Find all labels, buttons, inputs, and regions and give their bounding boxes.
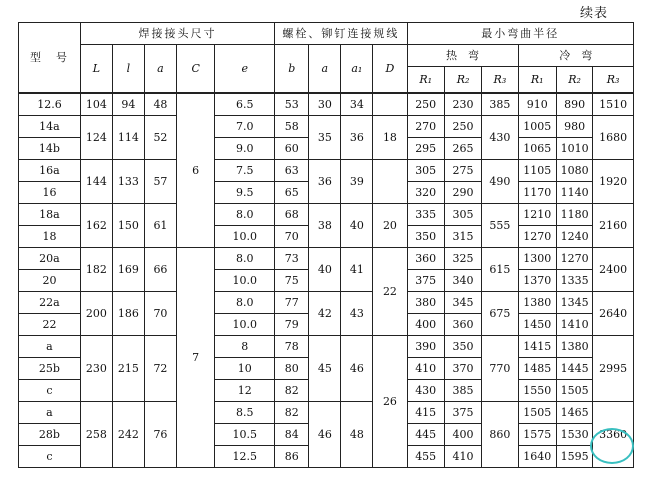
cell-cold-r1: 1575 xyxy=(518,423,556,445)
cell-cold-r2: 1595 xyxy=(556,445,592,467)
cell-hot-r2: 315 xyxy=(444,225,481,247)
cell-a: 40 xyxy=(309,247,341,291)
channel-steel-table xyxy=(18,22,634,468)
cell-a: 46 xyxy=(309,401,341,467)
cell-model: 16 xyxy=(19,181,81,203)
col-cold-r1: R₁ xyxy=(518,67,556,93)
cell-cold-r2: 1505 xyxy=(556,379,592,401)
cell-cold-r1: 1270 xyxy=(518,225,556,247)
cell-L: 144 xyxy=(80,159,112,203)
cell-cold-r1: 1210 xyxy=(518,203,556,225)
cell-l: 150 xyxy=(112,203,144,247)
cell-e: 8.0 xyxy=(215,291,275,313)
cell-a: 61 xyxy=(144,203,176,247)
cell-b: 73 xyxy=(275,247,309,269)
header-cold: 冷 弯 xyxy=(518,45,633,67)
cell-hot-r1: 390 xyxy=(407,335,444,357)
cell-b: 82 xyxy=(275,379,309,401)
cell-C: 7 xyxy=(176,247,214,467)
cell-e: 9.0 xyxy=(215,137,275,159)
cell-a1: 41 xyxy=(341,247,373,291)
cell-cold-r1: 1640 xyxy=(518,445,556,467)
cell-hot-r3: 770 xyxy=(482,335,518,401)
cell-hot-r1: 350 xyxy=(407,225,444,247)
cell-e: 8.0 xyxy=(215,203,275,225)
cell-cold-r2: 1345 xyxy=(556,291,592,313)
col-hot-r1: R₁ xyxy=(407,67,444,93)
header-hot: 热 弯 xyxy=(407,45,518,67)
cell-e: 10 xyxy=(215,357,275,379)
cell-a1: 40 xyxy=(341,203,373,247)
cell-hot-r1: 415 xyxy=(407,401,444,423)
cell-e: 8.0 xyxy=(215,247,275,269)
cell-hot-r3: 860 xyxy=(482,401,518,467)
cell-cold-r1: 1415 xyxy=(518,335,556,357)
cell-hot-r1: 430 xyxy=(407,379,444,401)
cell-a1: 34 xyxy=(341,93,373,116)
cell-cold-r2: 1530 xyxy=(556,423,592,445)
cell-D: 22 xyxy=(373,247,407,335)
cell-D: 26 xyxy=(373,335,407,467)
cell-e: 10.0 xyxy=(215,225,275,247)
col-D: D xyxy=(373,45,407,93)
cell-cold-r1: 1065 xyxy=(518,137,556,159)
cell-hot-r1: 320 xyxy=(407,181,444,203)
col-C: C xyxy=(176,45,214,93)
highlight-circle xyxy=(590,428,634,464)
cell-hot-r2: 250 xyxy=(444,115,481,137)
cell-hot-r2: 275 xyxy=(444,159,481,181)
col-e: e xyxy=(215,45,275,93)
cell-cold-r2: 1010 xyxy=(556,137,592,159)
table-row xyxy=(19,291,634,313)
cell-cold-r3: 2400 xyxy=(593,247,634,291)
cell-b: 75 xyxy=(275,269,309,291)
col-a: a xyxy=(144,45,176,93)
col-b: b xyxy=(275,45,309,93)
cell-hot-r1: 410 xyxy=(407,357,444,379)
cell-hot-r3: 490 xyxy=(482,159,518,203)
cell-model: a xyxy=(19,401,81,423)
cell-L: 258 xyxy=(80,401,112,467)
cell-hot-r3: 385 xyxy=(482,93,518,116)
cell-hot-r1: 270 xyxy=(407,115,444,137)
cell-e: 12.5 xyxy=(215,445,275,467)
cell-l: 94 xyxy=(112,93,144,116)
cell-model: 18 xyxy=(19,225,81,247)
cell-b: 70 xyxy=(275,225,309,247)
cell-a: 57 xyxy=(144,159,176,203)
col-cold-r3: R₃ xyxy=(593,67,634,93)
table-row xyxy=(19,203,634,225)
cell-cold-r3: 2160 xyxy=(593,203,634,247)
header-weld: 焊接接头尺寸 xyxy=(80,23,274,45)
cell-hot-r1: 305 xyxy=(407,159,444,181)
cell-hot-r2: 345 xyxy=(444,291,481,313)
cell-a1: 36 xyxy=(341,115,373,159)
cell-L: 104 xyxy=(80,93,112,116)
cell-a1: 46 xyxy=(341,335,373,401)
cell-cold-r2: 1240 xyxy=(556,225,592,247)
cell-b: 60 xyxy=(275,137,309,159)
cell-cold-r2: 1180 xyxy=(556,203,592,225)
cell-e: 8.5 xyxy=(215,401,275,423)
table-row xyxy=(19,159,634,181)
cell-a1: 43 xyxy=(341,291,373,335)
cell-a: 66 xyxy=(144,247,176,291)
cell-b: 84 xyxy=(275,423,309,445)
cell-D xyxy=(373,93,407,116)
cell-cold-r1: 1485 xyxy=(518,357,556,379)
cell-cold-r2: 1080 xyxy=(556,159,592,181)
cell-b: 80 xyxy=(275,357,309,379)
cell-a1: 48 xyxy=(341,401,373,467)
cell-hot-r2: 375 xyxy=(444,401,481,423)
cell-cold-r1: 1300 xyxy=(518,247,556,269)
cell-e: 7.0 xyxy=(215,115,275,137)
cell-hot-r2: 400 xyxy=(444,423,481,445)
cell-cold-r1: 910 xyxy=(518,93,556,116)
col-a1: a₁ xyxy=(341,45,373,93)
cell-hot-r1: 360 xyxy=(407,247,444,269)
cell-cold-r3: 1920 xyxy=(593,159,634,203)
cell-l: 186 xyxy=(112,291,144,335)
cell-cold-r2: 1465 xyxy=(556,401,592,423)
cell-hot-r2: 230 xyxy=(444,93,481,116)
cell-model: c xyxy=(19,445,81,467)
cell-e: 6.5 xyxy=(215,93,275,116)
col-hot-r3: R₃ xyxy=(482,67,518,93)
header-model: 型 号 xyxy=(19,23,81,93)
cell-e: 8 xyxy=(215,335,275,357)
cell-a1: 39 xyxy=(341,159,373,203)
cell-cold-r3: 1680 xyxy=(593,115,634,159)
cell-b: 77 xyxy=(275,291,309,313)
cell-cold-r2: 1335 xyxy=(556,269,592,291)
cell-b: 78 xyxy=(275,335,309,357)
cell-model: 14a xyxy=(19,115,81,137)
cell-l: 215 xyxy=(112,335,144,401)
cell-model: 25b xyxy=(19,357,81,379)
cell-b: 82 xyxy=(275,401,309,423)
cell-a: 70 xyxy=(144,291,176,335)
cell-e: 12 xyxy=(215,379,275,401)
cell-cold-r2: 1140 xyxy=(556,181,592,203)
cell-model: 28b xyxy=(19,423,81,445)
cell-hot-r2: 370 xyxy=(444,357,481,379)
cell-hot-r2: 325 xyxy=(444,247,481,269)
cell-D: 18 xyxy=(373,115,407,159)
col-cold-r2: R₂ xyxy=(556,67,592,93)
col-a2: a xyxy=(309,45,341,93)
cell-b: 53 xyxy=(275,93,309,116)
cell-cold-r1: 1370 xyxy=(518,269,556,291)
header-bolt: 螺栓、铆钉连接规线 xyxy=(275,23,407,45)
cell-model: 22a xyxy=(19,291,81,313)
cell-cold-r2: 890 xyxy=(556,93,592,116)
cell-hot-r2: 305 xyxy=(444,203,481,225)
cell-a: 52 xyxy=(144,115,176,159)
cell-hot-r2: 290 xyxy=(444,181,481,203)
cell-cold-r1: 1170 xyxy=(518,181,556,203)
cell-L: 182 xyxy=(80,247,112,291)
cell-cold-r1: 1550 xyxy=(518,379,556,401)
cell-model: c xyxy=(19,379,81,401)
cell-model: 22 xyxy=(19,313,81,335)
table-row xyxy=(19,115,634,137)
cell-cold-r3: 2640 xyxy=(593,291,634,335)
col-l: l xyxy=(112,45,144,93)
cell-hot-r3: 430 xyxy=(482,115,518,159)
table-row xyxy=(19,335,634,357)
cell-cold-r3: 2995 xyxy=(593,335,634,401)
cell-hot-r1: 335 xyxy=(407,203,444,225)
cell-cold-r2: 1445 xyxy=(556,357,592,379)
cell-hot-r1: 295 xyxy=(407,137,444,159)
table-row xyxy=(19,93,634,116)
cell-b: 58 xyxy=(275,115,309,137)
cell-hot-r3: 555 xyxy=(482,203,518,247)
cell-l: 133 xyxy=(112,159,144,203)
cell-a: 72 xyxy=(144,335,176,401)
cell-C: 6 xyxy=(176,93,214,248)
cell-hot-r2: 410 xyxy=(444,445,481,467)
cell-e: 10.0 xyxy=(215,313,275,335)
cell-L: 124 xyxy=(80,115,112,159)
continued-label: 续表 xyxy=(580,6,609,21)
cell-hot-r3: 615 xyxy=(482,247,518,291)
cell-l: 169 xyxy=(112,247,144,291)
cell-e: 10.0 xyxy=(215,269,275,291)
cell-model: 20a xyxy=(19,247,81,269)
cell-model: 20 xyxy=(19,269,81,291)
cell-hot-r2: 340 xyxy=(444,269,481,291)
cell-hot-r1: 400 xyxy=(407,313,444,335)
cell-cold-r1: 1505 xyxy=(518,401,556,423)
cell-cold-r2: 1380 xyxy=(556,335,592,357)
cell-hot-r3: 675 xyxy=(482,291,518,335)
cell-a: 48 xyxy=(144,93,176,116)
cell-hot-r1: 250 xyxy=(407,93,444,116)
cell-hot-r1: 455 xyxy=(407,445,444,467)
cell-e: 9.5 xyxy=(215,181,275,203)
cell-hot-r2: 265 xyxy=(444,137,481,159)
cell-model: 12.6 xyxy=(19,93,81,116)
cell-cold-r1: 1005 xyxy=(518,115,556,137)
cell-l: 242 xyxy=(112,401,144,467)
cell-l: 114 xyxy=(112,115,144,159)
cell-cold-r3: 1510 xyxy=(593,93,634,116)
cell-a: 42 xyxy=(309,291,341,335)
cell-hot-r2: 385 xyxy=(444,379,481,401)
cell-e: 10.5 xyxy=(215,423,275,445)
cell-hot-r1: 380 xyxy=(407,291,444,313)
cell-hot-r1: 375 xyxy=(407,269,444,291)
cell-L: 230 xyxy=(80,335,112,401)
cell-model: 16a xyxy=(19,159,81,181)
cell-D: 20 xyxy=(373,203,407,247)
cell-hot-r1: 445 xyxy=(407,423,444,445)
col-hot-r2: R₂ xyxy=(444,67,481,93)
cell-cold-r3: 3360 xyxy=(593,401,634,467)
cell-b: 68 xyxy=(275,203,309,225)
cell-cold-r1: 1380 xyxy=(518,291,556,313)
cell-cold-r1: 1450 xyxy=(518,313,556,335)
cell-e: 7.5 xyxy=(215,159,275,181)
cell-a: 35 xyxy=(309,115,341,159)
cell-model: a xyxy=(19,335,81,357)
cell-a: 30 xyxy=(309,93,341,116)
cell-a: 38 xyxy=(309,203,341,247)
cell-cold-r2: 980 xyxy=(556,115,592,137)
cell-model: 18a xyxy=(19,203,81,225)
cell-L: 162 xyxy=(80,203,112,247)
cell-cold-r2: 1270 xyxy=(556,247,592,269)
cell-a: 45 xyxy=(309,335,341,401)
table-row xyxy=(19,247,634,269)
cell-b: 86 xyxy=(275,445,309,467)
cell-hot-r2: 360 xyxy=(444,313,481,335)
cell-b: 63 xyxy=(275,159,309,181)
cell-b: 65 xyxy=(275,181,309,203)
cell-model: 14b xyxy=(19,137,81,159)
cell-a: 36 xyxy=(309,159,341,203)
cell-cold-r1: 1105 xyxy=(518,159,556,181)
col-L: L xyxy=(80,45,112,93)
header-bend: 最小弯曲半径 xyxy=(407,23,633,45)
cell-a: 76 xyxy=(144,401,176,467)
table-row xyxy=(19,401,634,423)
cell-L: 200 xyxy=(80,291,112,335)
cell-b: 79 xyxy=(275,313,309,335)
cell-cold-r2: 1410 xyxy=(556,313,592,335)
cell-D xyxy=(373,159,407,203)
cell-hot-r2: 350 xyxy=(444,335,481,357)
